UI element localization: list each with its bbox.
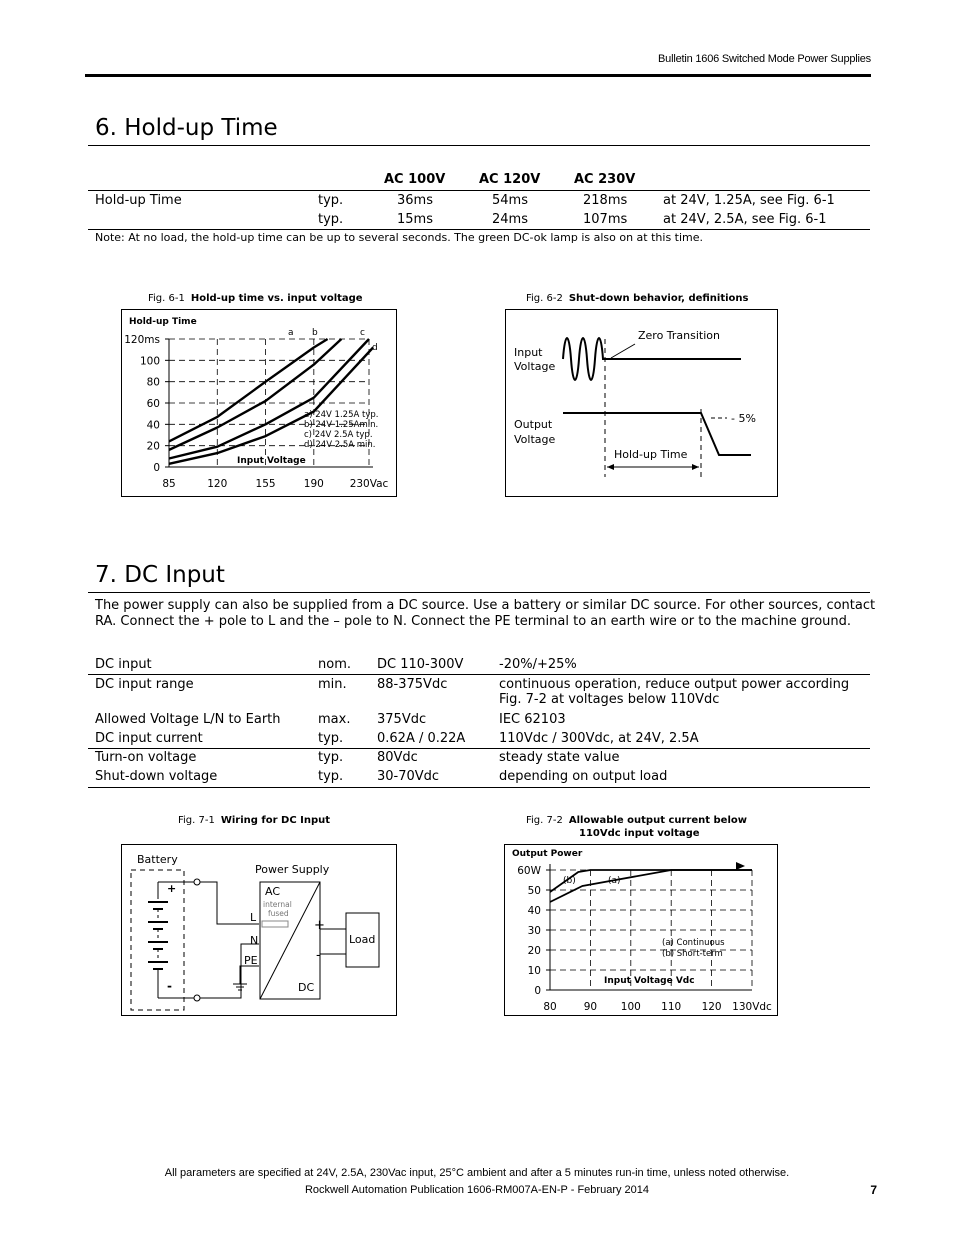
fig-7-1-label: Fig. 7-1 [178,815,215,826]
legend-entry: d) 24V 2.5A min. [304,440,376,450]
section-7-rule [88,592,870,593]
y-tick-label: 50 [527,885,541,897]
dc-note-1: continuous operation, reduce output power according [499,677,850,692]
curve-tag: d [372,343,378,353]
dc-value-4: 80Vdc [377,750,418,765]
input-voltage-label-1: Input [514,346,543,359]
fig-6-1-title: Hold-up time vs. input voltage [190,293,363,304]
fig-7-1-title: Wiring for DC Input [220,815,331,826]
y-tick-label: 0 [534,985,541,997]
dc-note-1b: Fig. 7-2 at voltages below 110Vdc [499,692,720,707]
header-rule [85,74,871,77]
holdup-cond-2: typ. [318,212,344,227]
fig-6-2-diagram [505,309,778,497]
legend-entry: b) 24V 1.25Amin. [304,420,379,430]
battery-minus: - [167,979,172,993]
l-terminal: L [250,911,257,924]
dc-intro-line-2: RA. Connect the + pole to L and the – pole to N. Connect the PE terminal to an earth wire or to the machine ground. [95,614,852,629]
five-percent-label: - 5% [731,412,756,425]
dc-note-5: depending on output load [499,769,668,784]
dc-param-5: Shut-down voltage [95,769,218,784]
fig-6-2-label: Fig. 6-2 [526,293,563,304]
dc-note-2: IEC 62103 [499,712,566,727]
output-voltage-label-1: Output [514,418,553,431]
x-tick-label: 120 [207,478,228,490]
dc-value-5: 30-70Vdc [377,769,440,784]
battery-label: Battery [137,853,178,866]
dc-note-4: steady state value [499,750,620,765]
dc-note-3: 110Vdc / 300Vdc, at 24V, 2.5A [499,731,699,746]
x-tick-label: 230Vac [349,478,389,490]
y-tick-label: 120ms [124,334,160,346]
fig-6-1-caption [148,293,363,304]
dc-param-2: Allowed Voltage L/N to Earth [95,712,281,727]
dc-value-2: 375Vdc [377,712,427,727]
dc-cond-1: min. [318,677,347,692]
n-terminal: N [250,934,259,947]
dc-param-0: DC input [95,657,152,672]
chart-title: Output Power [512,849,583,859]
fig-7-2-title-2: 110Vdc input voltage [579,828,700,839]
y-tick-label: 30 [527,925,541,937]
dc-value-3: 0.62A / 0.22A [377,731,466,746]
legend-entry: c) 24V 2.5A typ. [304,430,373,440]
curve-tag: (b) [563,876,576,886]
terminal-minus [194,995,200,1001]
footer-publication: Rockwell Automation Publication 1606-RM007A-EN-P - February 2014 [304,1184,650,1196]
fuse-icon [262,921,288,927]
internal-label: internal [263,900,292,909]
dc-rule-2 [88,748,870,749]
dc-param-1: DC input range [95,677,194,692]
y-tick-label: 60W [517,865,541,877]
section-6-rule [88,145,870,146]
holdup-v1-1: 36ms [397,193,433,208]
dc-value-1: 88-375Vdc [377,677,448,692]
curve-tag: c [360,328,365,338]
dc-cond-2: max. [318,712,351,727]
output-voltage-label-2: Voltage [514,433,556,446]
x-tick-label: 80 [543,1001,557,1013]
fig-7-2-caption [526,815,747,826]
holdup-v2-2: 24ms [492,212,528,227]
y-tick-label: 100 [139,355,160,368]
page-number: 7 [870,1183,877,1197]
fig-6-1-chart [121,309,397,497]
x-tick-label: 110 [661,1001,682,1013]
holdup-v1-2: 15ms [397,212,433,227]
fig-6-2-caption [526,293,749,304]
table-rule [88,190,870,191]
y-tick-label: 80 [146,376,160,389]
y-tick-label: 40 [527,905,541,917]
holdup-note-2: at 24V, 2.5A, see Fig. 6-1 [663,212,827,227]
dc-rule-3 [88,787,870,788]
x-axis-label: Input Voltage [237,456,306,466]
x-tick-label: 130Vdc [732,1001,772,1013]
fig-7-1-diagram [121,844,397,1016]
dc-param-4: Turn-on voltage [95,750,197,765]
holdup-param: Hold-up Time [95,193,182,208]
table-bottom-rule [88,229,870,230]
dc-intro-line-1: The power supply can also be supplied from a DC source. Use a battery or similar DC source. For other sources, contact [95,598,876,613]
x-tick-label: 85 [162,478,176,490]
fig-7-1-caption [178,815,330,826]
y-tick-label: 10 [527,965,541,977]
y-tick-label: 20 [146,440,160,453]
x-tick-label: 120 [701,1001,722,1013]
holdup-v3-1: 218ms [583,193,628,208]
y-tick-label: 0 [153,462,160,474]
zero-transition-label: Zero Transition [638,329,721,342]
terminal-plus [194,879,200,885]
dc-cond-5: typ. [318,769,344,784]
x-axis-label: Input Voltage Vdc [604,976,695,986]
dc-cond-3: typ. [318,731,344,746]
x-tick-label: 190 [303,478,324,490]
bulletin-header: Bulletin 1606 Switched Mode Power Supplies [658,53,871,65]
col-ac120: AC 120V [479,172,541,187]
fused-label: fused [268,909,289,918]
fig-6-2-title: Shut-down behavior, definitions [568,293,749,304]
x-tick-label: 155 [255,478,276,490]
col-ac100: AC 100V [384,172,446,187]
footer-params: All parameters are specified at 24V, 2.5A, 230Vac input, 25°C ambient and after a 5 minutes run-in time, unless noted otherwise. [164,1167,790,1179]
input-voltage-label-2: Voltage [514,360,556,373]
holdup-v3-2: 107ms [583,212,628,227]
dc-cond-4: typ. [318,750,344,765]
fig-6-1-label: Fig. 6-1 [148,293,185,304]
x-tick-label: 90 [583,1001,598,1013]
holdup-label: Hold-up Time [614,448,688,461]
curve-tag: a [288,328,294,338]
fig-7-2-chart [504,844,778,1016]
y-tick-label: 60 [146,398,160,410]
load-label: Load [349,933,376,946]
fig-7-2-title-1: Allowable output current below [568,815,748,826]
holdup-v2-1: 54ms [492,193,528,208]
ac-label: AC [265,885,281,898]
holdup-note-1: at 24V, 1.25A, see Fig. 6-1 [663,193,835,208]
y-tick-label: 20 [527,945,541,957]
dc-param-3: DC input current [95,731,203,746]
dc-note-0: -20%/+25% [499,657,577,672]
section-7-title: 7. DC Input [95,562,225,588]
curve-tag: b [312,328,318,338]
holdup-cond-1: typ. [318,193,344,208]
x-tick-label: 100 [620,1001,641,1013]
chart-title: Hold-up Time [129,317,197,327]
ps-plus: + [314,918,325,933]
power-supply-label: Power Supply [255,863,330,876]
legend-entry: (a) Continuous [662,938,725,948]
ps-minus: - [316,948,321,963]
section-6-title: 6. Hold-up Time [95,115,278,141]
dc-value-0: DC 110-300V [377,657,464,672]
dc-rule-1 [88,674,870,675]
battery-plus: + [167,882,177,895]
section-6-note: Note: At no load, the hold-up time can be up to several seconds. The green DC-ok lamp is also on at this time. [95,231,704,244]
dc-label: DC [298,981,315,994]
curve-tag: (a) [608,876,621,886]
legend-entry: (b) Short-term [662,949,723,959]
dc-cond-0: nom. [318,657,351,672]
legend-entry: a) 24V 1.25A typ. [304,410,379,420]
pe-terminal: PE [244,954,258,967]
y-tick-label: 40 [146,419,160,432]
fig-7-2-label: Fig. 7-2 [526,815,563,826]
col-ac230: AC 230V [574,172,636,187]
